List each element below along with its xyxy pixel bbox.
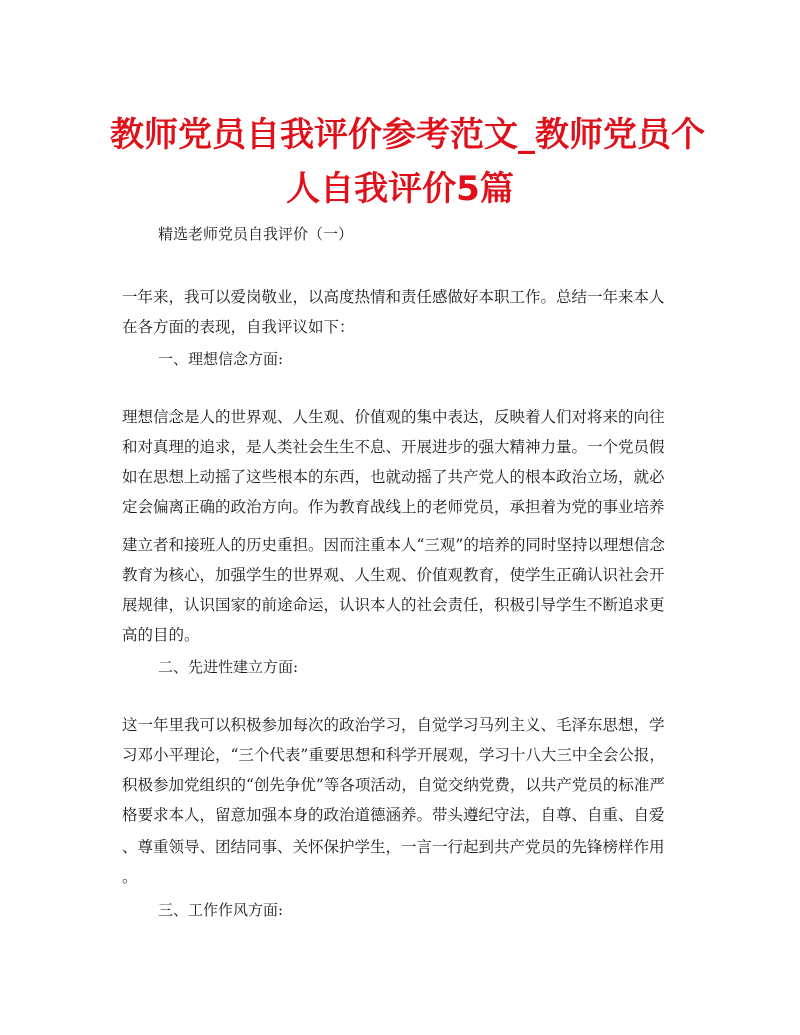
- section-heading-work-style: 三、工作作风方面:: [158, 901, 284, 919]
- paragraph-line: 这一年里我可以积极参加每次的政治学习，自觉学习马列主义、毛泽东思想，学: [122, 716, 665, 734]
- paragraph-line: 展规律，认识国家的前途命运，认识本人的社会责任，积极引导学生不断追求更: [122, 596, 665, 614]
- paragraph-line: 格要求本人，留意加强本身的政治道德涵养。带头遵纪守法，自尊、自重、自爱: [122, 806, 665, 824]
- paragraph-line: 和对真理的追求，是人类社会生生不息、开展进步的强大精神力量。一个党员假: [122, 438, 665, 456]
- document-title-line-2: 人自我评价5篇: [286, 169, 514, 209]
- paragraph-line: 高的目的。: [122, 626, 200, 644]
- paragraph-line: 教育为核心，加强学生的世界观、人生观、价值观教育，使学生正确认识社会开: [122, 566, 665, 584]
- paragraph-line: 建立者和接班人的历史重担。因而注重本人“三观”的培养的同时坚持以理想信念: [122, 536, 665, 554]
- intro-line: 一年来，我可以爱岗敬业，以高度热情和责任感做好本职工作。总结一年来本人: [122, 288, 665, 306]
- intro-line: 在各方面的表现，自我评议如下：: [122, 318, 355, 336]
- paragraph-line: 。: [122, 868, 138, 886]
- paragraph-line: 如在思想上动摇了这些根本的东西，也就动摇了共产党人的根本政治立场，就必: [122, 468, 665, 486]
- section-heading-advancement: 二、先进性建立方面:: [158, 658, 299, 676]
- section-heading-ideals: 一、理想信念方面:: [158, 350, 284, 368]
- paragraph-line: 定会偏离正确的政治方向。作为教育战线上的老师党员，承担着为党的事业培养: [122, 498, 665, 516]
- paragraph-line: 、尊重领导、团结同事、关怀保护学生，一言一行起到共产党员的先锋榜样作用: [122, 838, 665, 856]
- paragraph-line: 积极参加党组织的“创先争优”等各项活动，自觉交纳党费，以共产党员的标准严: [122, 776, 665, 794]
- paragraph-line: 习邓小平理论，“三个代表”重要思想和科学开展观，学习十八大三中全会公报，: [122, 746, 665, 764]
- section-subtitle: 精选老师党员自我评价（一）: [158, 225, 354, 243]
- paragraph-line: 理想信念是人的世界观、人生观、价值观的集中表达，反映着人们对将来的向往: [122, 408, 665, 426]
- document-title-line-1: 教师党员自我评价参考范文_教师党员个: [110, 115, 705, 155]
